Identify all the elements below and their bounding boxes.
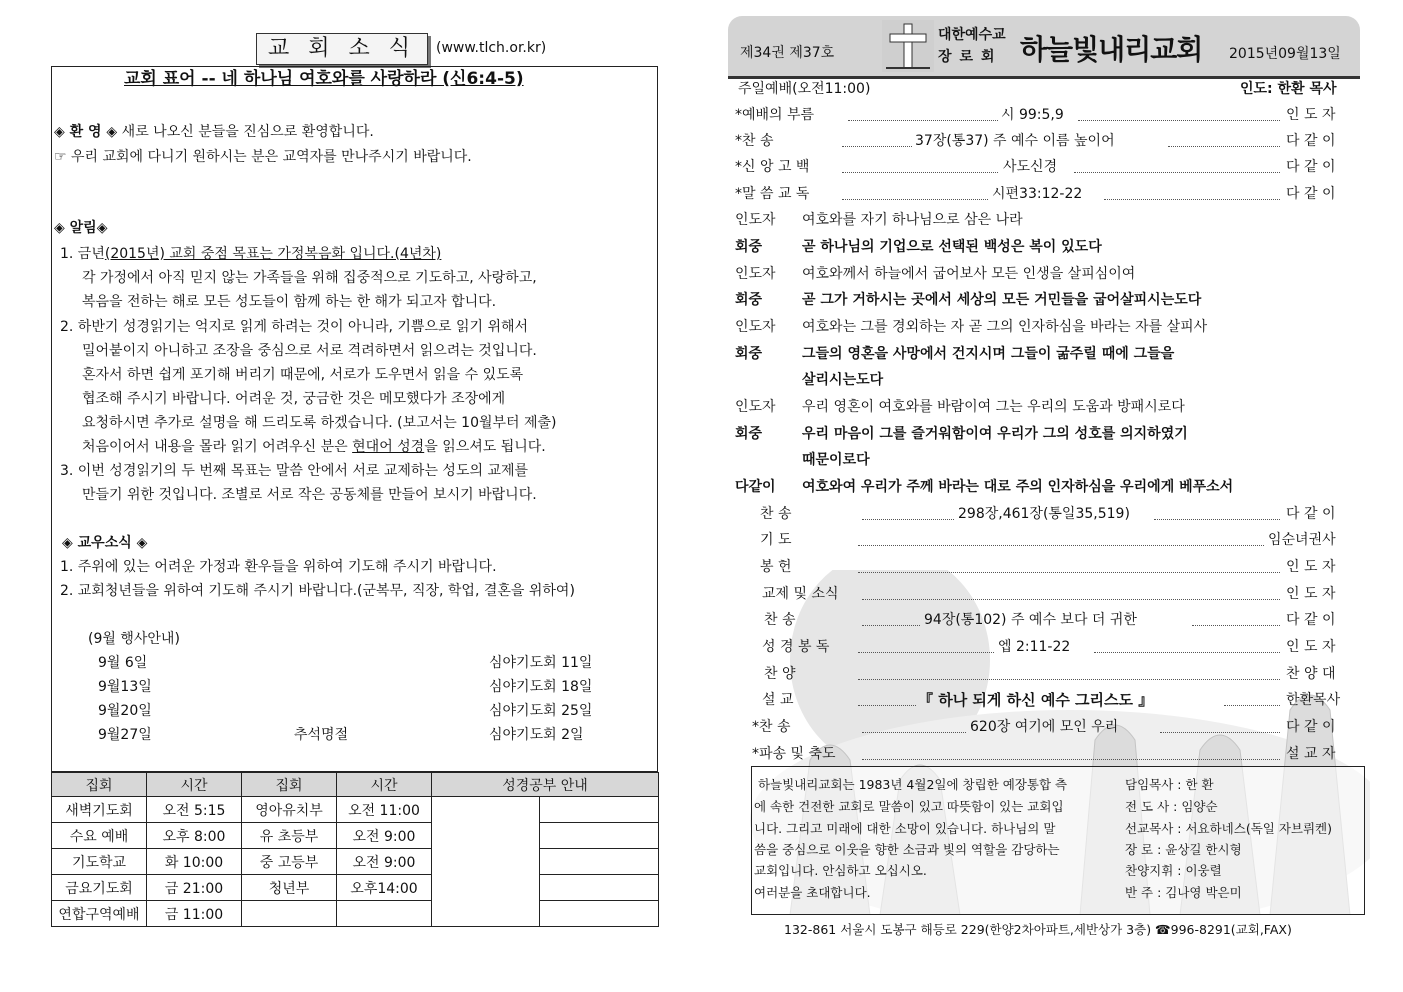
leader-dots	[858, 652, 994, 653]
reading-text: 그들의 영혼을 사망에서 건지시며 그들이 굶주릴 때에 그들을	[802, 346, 1175, 362]
notice-3b: 만들기 위한 것입니다. 조별로 서로 작은 공동체를 만들어 보시기 바랍니다.	[82, 487, 537, 503]
leader-dots	[862, 599, 1280, 600]
leader-dots	[1094, 652, 1280, 653]
notice-2c: 혼자서 하면 쉽게 포기해 버리기 때문에, 서로가 도우면서 읽을 수 있도록	[82, 367, 524, 383]
notice-1c: 복음을 전하는 해로 모든 성도들이 함께 하는 한 해가 되고자 합니다.	[82, 294, 497, 310]
order-by: 찬 양 대	[1286, 666, 1336, 682]
reading-speaker: 인도자	[735, 266, 776, 282]
table-header-row	[52, 773, 659, 797]
order-by: 다 같 이	[1286, 612, 1336, 628]
table-cell-empty	[540, 797, 659, 823]
reading-text: 우리 마음이 그를 즐거워함이여 우리가 그의 성호를 의지하였기	[802, 426, 1188, 442]
header-divider	[728, 76, 1360, 79]
staff-line: 전 도 사 : 임양순	[1125, 799, 1218, 814]
reading-speaker: 인도자	[735, 212, 776, 228]
event-date: 9월20일	[98, 703, 152, 719]
leader-dots	[862, 625, 920, 626]
intro-line: 니다. 그리고 미래에 대한 소망이 있습니다. 하나님의 말	[754, 821, 1056, 836]
leader-dots	[858, 679, 1280, 680]
reading-text: 여호와를 자기 하나님으로 삼은 나라	[802, 212, 1023, 228]
order-by: 임순녀권사	[1268, 532, 1336, 548]
sermon-title: 『 하나 되게 하신 예수 그리스도 』	[918, 691, 1154, 709]
reading-speaker: 다같이	[735, 479, 776, 495]
order-content: 37장(통37) 주 예수 이름 높이어	[915, 133, 1115, 149]
issue-date: 2015년09월13일	[1229, 46, 1341, 62]
table-cell: 중 고등부	[242, 849, 337, 875]
order-item: *예배의 부름	[735, 107, 815, 123]
leader-dots	[848, 120, 998, 121]
table-cell: 기도학교	[52, 849, 147, 875]
table-cell-empty	[540, 901, 659, 927]
table-cell: 청년부	[242, 875, 337, 901]
order-item: 봉 헌	[760, 559, 792, 575]
table-row	[52, 823, 659, 849]
leader-dots	[1074, 172, 1280, 173]
reading-speaker: 회중	[735, 292, 763, 308]
leader-dots	[858, 545, 1264, 546]
table-cell	[337, 901, 432, 927]
order-by: 다 같 이	[1286, 159, 1336, 175]
order-content: 엡 2:11-22	[998, 639, 1071, 655]
events-heading: (9월 행사안내)	[88, 631, 180, 647]
table-row	[52, 875, 659, 901]
service-leader: 인도: 한환 목사	[1240, 81, 1337, 97]
order-item: 찬 양	[764, 666, 796, 682]
reading-text: 때문이로다	[802, 452, 870, 468]
reading-text: 곧 하나님의 기업으로 선택된 백성은 복이 있도다	[802, 239, 1102, 255]
table-cell: 오전 11:00	[337, 797, 432, 823]
table-cell: 금 21:00	[147, 875, 242, 901]
table-cell: 금 11:00	[147, 901, 242, 927]
table-cell: 오후14:00	[337, 875, 432, 901]
col-header-meeting: 집회	[52, 773, 147, 797]
order-item: 성 경 봉 독	[762, 639, 830, 655]
order-item: 교제 및 소식	[762, 586, 839, 602]
intro-line: 하늘빛내리교회는 1983년 4월2일에 창립한 예장통합 측	[758, 777, 1068, 792]
table-cell: 오전 9:00	[337, 849, 432, 875]
church-address: 132-861 서울시 도봉구 해등로 229(한양2차아파트,세반상가 3층) ☎996-8291(교회,FAX)	[784, 922, 1292, 937]
order-item: *찬 송	[752, 719, 791, 735]
reading-text: 여호와께서 하늘에서 굽어보사 모든 인생을 살피심이여	[802, 266, 1136, 282]
order-item: *말 씀 교 독	[735, 186, 810, 202]
event-date: 9월27일	[98, 727, 152, 743]
leader-dots	[858, 705, 916, 706]
reading-speaker: 회중	[735, 346, 763, 362]
leader-dots	[842, 146, 912, 147]
order-by: 인 도 자	[1286, 586, 1336, 602]
intro-line: 여러분을 초대합니다.	[754, 885, 871, 900]
order-by: 다 같 이	[1286, 506, 1336, 522]
staff-line: 선교목사 : 서요하네스(독일 자브뤼켄)	[1125, 821, 1333, 836]
member-news-heading: ◈ 교우소식 ◈	[62, 535, 148, 551]
event-note: 심야기도회 18일	[489, 679, 593, 695]
notice-2e: 요청하시면 추가로 설명을 해 드리도록 하겠습니다. (보고서는 10월부터 제출)	[82, 415, 557, 431]
order-item: 찬 송	[764, 612, 796, 628]
order-content: 사도신경	[1003, 159, 1058, 175]
reading-text: 곧 그가 거하시는 곳에서 세상의 모든 거민들을 굽어살피시는도다	[802, 292, 1202, 308]
notice-2b: 밀어붙이지 아니하고 조장을 중심으로 서로 격려하면서 읽으려는 것입니다.	[82, 343, 537, 359]
order-by: 다 같 이	[1286, 133, 1336, 149]
volume-number: 제34권 제37호	[740, 45, 835, 61]
leader-dots	[1160, 732, 1280, 733]
order-by: 설 교 자	[1286, 746, 1336, 762]
meeting-schedule-table	[51, 772, 659, 927]
order-by: 인 도 자	[1286, 639, 1336, 655]
leader-dots	[862, 759, 1280, 760]
table-cell: 연합구역예배	[52, 901, 147, 927]
event-note: 심야기도회 11일	[489, 655, 593, 671]
reading-speaker: 회중	[735, 239, 763, 255]
table-cell: 오전 5:15	[147, 797, 242, 823]
event-date: 9월13일	[98, 679, 152, 695]
table-cell-empty	[432, 797, 540, 927]
leader-dots	[1078, 120, 1280, 121]
notice-1b: 각 가정에서 아직 믿지 않는 가족들을 위해 집중적으로 기도하고, 사랑하고,	[82, 270, 537, 286]
reading-text: 여호와는 그를 경외하는 자 곧 그의 인자하심을 바라는 자를 살피사	[802, 319, 1208, 335]
event-holiday: 추석명절	[294, 727, 349, 743]
col-header-meeting: 집회	[242, 773, 337, 797]
church-name: 하늘빛내리교회	[1020, 33, 1203, 66]
church-motto: 교회 표어 -- 네 하나님 여호와를 사랑하라 (신6:4-5)	[124, 69, 524, 89]
notice-2a: 2. 하반기 성경읽기는 억지로 읽게 하려는 것이 아니라, 기쁨으로 읽기 위해서	[60, 319, 529, 335]
table-cell: 영아유치부	[242, 797, 337, 823]
reading-text: 여호와여 우리가 주께 바라는 대로 주의 인자하심을 우리에게 베푸소서	[802, 479, 1234, 495]
leader-dots	[1154, 519, 1280, 520]
reading-text: 살리시는도다	[802, 372, 884, 388]
table-row	[52, 797, 659, 823]
order-item: 설 교	[762, 692, 794, 708]
order-by: 한환목사	[1286, 692, 1341, 708]
reading-speaker: 인도자	[735, 399, 776, 415]
table-cell-empty	[540, 823, 659, 849]
reading-speaker: 회중	[735, 426, 763, 442]
order-content: 298장,461장(통일35,519)	[958, 506, 1130, 522]
order-by: 인 도 자	[1286, 107, 1336, 123]
leader-dots	[862, 519, 954, 520]
welcome-text: 새로 나오신 분들을 진심으로 환영합니다.	[117, 124, 374, 140]
leader-dots	[1104, 199, 1280, 200]
reading-speaker: 인도자	[735, 319, 776, 335]
denomination-line-2: 장로회	[938, 49, 1003, 65]
staff-line: 담임목사 : 한 환	[1125, 777, 1214, 792]
church-logo-icon	[882, 20, 934, 72]
welcome-heading: ◈ 환 영 ◈	[54, 124, 118, 140]
welcome-line-2: ☞ 우리 교회에 다니기 원하시는 분은 교역자를 만나주시기 바랍니다.	[54, 149, 472, 165]
notice-heading: ◈ 알림◈	[54, 220, 108, 236]
intro-line: 씀을 중심으로 이웃을 향한 소금과 빛의 역할을 감당하는	[754, 842, 1060, 857]
denomination-line-1: 대한예수교	[938, 27, 1006, 43]
leader-dots	[1224, 705, 1280, 706]
order-item: *파송 및 축도	[752, 746, 836, 762]
leader-dots	[1192, 625, 1280, 626]
leader-dots	[1168, 146, 1280, 147]
member-news-1: 1. 주위에 있는 어려운 가정과 환우들을 위하여 기도해 주시기 바랍니다.	[60, 559, 497, 575]
order-content: 시 99:5,9	[1001, 107, 1064, 123]
table-cell: 금요기도회	[52, 875, 147, 901]
staff-line: 장 로 : 윤상길 한시형	[1125, 842, 1242, 857]
service-label: 주일예배(오전11:00)	[738, 81, 871, 97]
event-note: 심야기도회 25일	[489, 703, 593, 719]
order-item: 기 도	[760, 532, 792, 548]
table-cell: 오후 8:00	[147, 823, 242, 849]
order-item: *신 앙 고 백	[735, 159, 810, 175]
notice-1a: 1. 금년(2015년) 교회 중점 목표는 가정복음화 입니다.(4년차)	[60, 246, 442, 262]
col-header-bible-study: 성경공부 안내	[432, 773, 659, 797]
order-content: 94장(통102) 주 예수 보다 더 귀한	[924, 612, 1137, 628]
staff-line: 반 주 : 김나영 박은미	[1125, 885, 1242, 900]
table-cell	[242, 901, 337, 927]
notice-2d: 협조해 주시기 바랍니다. 어려운 것, 궁금한 것은 메모했다가 조장에게	[82, 391, 506, 407]
table-cell: 수요 예배	[52, 823, 147, 849]
table-row	[52, 901, 659, 927]
leader-dots	[842, 172, 998, 173]
order-by: 다 같 이	[1286, 186, 1336, 202]
reading-text: 우리 영혼이 여호와를 바람이여 그는 우리의 도움과 방패시로다	[802, 399, 1185, 415]
intro-line: 교회입니다. 안심하고 오십시오.	[754, 863, 927, 878]
leader-dots	[858, 572, 1280, 573]
table-cell: 새벽기도회	[52, 797, 147, 823]
website-url: (www.tlch.or.kr)	[436, 40, 547, 56]
welcome-section	[54, 123, 374, 141]
staff-line: 찬양지휘 : 이웅렬	[1125, 863, 1222, 878]
leader-dots	[862, 732, 966, 733]
intro-line: 에 속한 건전한 교회로 말씀이 있고 따뜻함이 있는 교회입	[754, 799, 1064, 814]
order-by: 다 같 이	[1286, 719, 1336, 735]
notice-2f: 처음이어서 내용을 몰라 읽기 어려우신 분은 현대어 성경을 읽으셔도 됩니다.	[82, 439, 546, 455]
order-content: 시편33:12-22	[992, 186, 1083, 202]
event-note: 심야기도회 2일	[489, 727, 584, 743]
page-title: 교 회 소 식	[256, 33, 428, 65]
table-cell: 화 10:00	[147, 849, 242, 875]
table-row	[52, 849, 659, 875]
notice-3a: 3. 이번 성경읽기의 두 번째 목표는 말씀 안에서 서로 교제하는 성도의 교제를	[60, 463, 529, 479]
order-item: 찬 송	[760, 506, 792, 522]
leader-dots	[842, 199, 988, 200]
event-date: 9월 6일	[98, 655, 148, 671]
order-item: *찬 송	[735, 133, 774, 149]
table-cell: 유 초등부	[242, 823, 337, 849]
table-cell-empty	[540, 875, 659, 901]
table-cell: 오전 9:00	[337, 823, 432, 849]
member-news-2: 2. 교회청년들을 위하여 기도해 주시기 바랍니다.(군복무, 직장, 학업, 결혼을 위하여)	[60, 583, 575, 599]
order-by: 인 도 자	[1286, 559, 1336, 575]
col-header-time: 시간	[337, 773, 432, 797]
order-content: 620장 여기에 모인 우리	[970, 719, 1119, 735]
col-header-time: 시간	[147, 773, 242, 797]
table-cell-empty	[540, 849, 659, 875]
